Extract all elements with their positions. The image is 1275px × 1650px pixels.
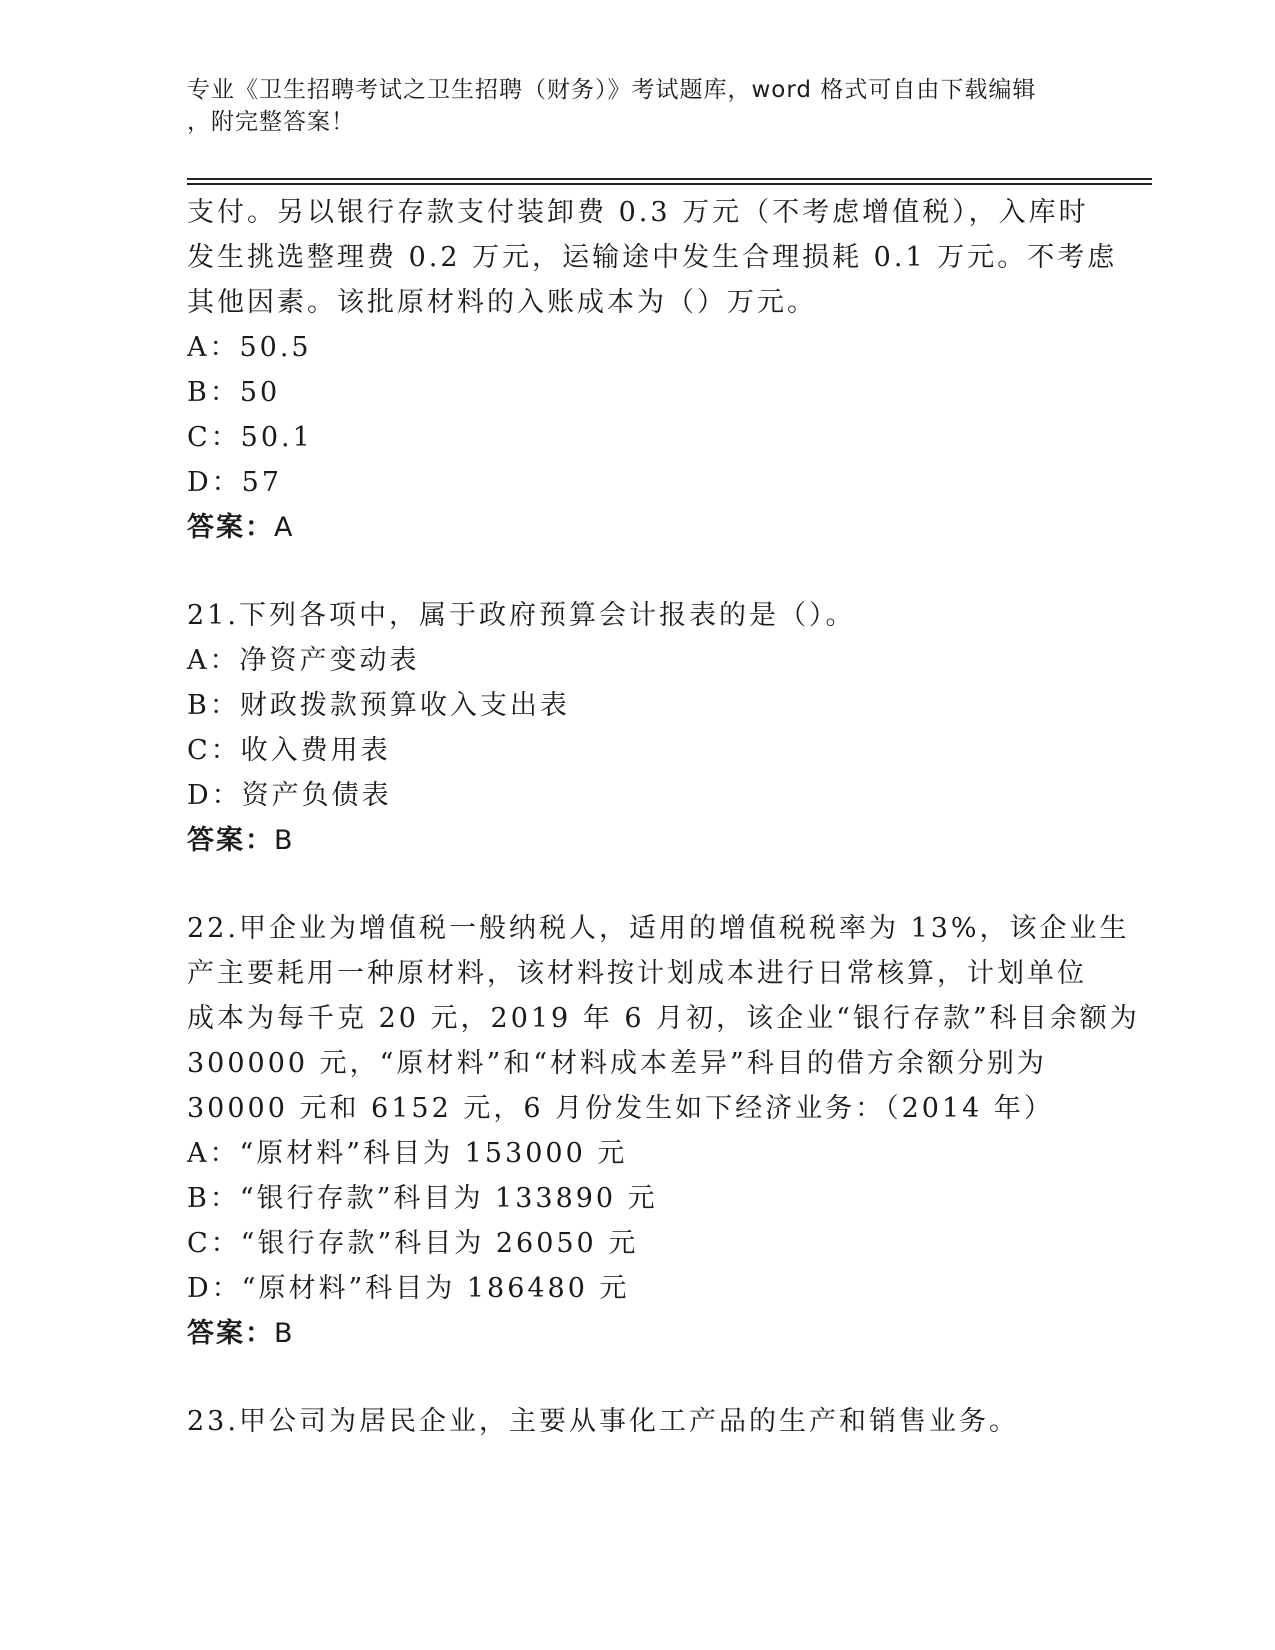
- question-text-line: 支付。另以银行存款支付装卸费 0.3 万元（不考虑增值税），入库时: [187, 197, 1089, 228]
- answer-line: [187, 505, 1107, 551]
- question-text-line: 23.甲公司为居民企业，主要从事化工产品的生产和销售业务。: [187, 1406, 1019, 1437]
- option-a: A：50.5: [187, 332, 312, 363]
- option-c: C：50.1: [187, 422, 313, 453]
- option-d: D：57: [187, 467, 283, 498]
- question-23: [187, 1399, 1107, 1444]
- option-b: B：财政拨款预算收入支出表: [187, 690, 570, 721]
- option-b: B：“银行存款”科目为 133890 元: [187, 1183, 658, 1214]
- answer-label: 答案：: [187, 1318, 274, 1349]
- answer-label: 答案：: [187, 825, 274, 856]
- question-21: [187, 593, 1107, 864]
- question-text-line: 产主要耗用一种原材料，该材料按计划成本进行日常核算，计划单位: [187, 958, 1087, 989]
- answer-value: B: [274, 1318, 295, 1349]
- answer-value: A: [274, 512, 295, 543]
- question-text-line: 成本为每千克 20 元，2019 年 6 月初，该企业“银行存款”科目余额为: [187, 1003, 1140, 1034]
- option-d: D：资产负债表: [187, 780, 392, 811]
- question-text-line: 300000 元，“原材料”和“材料成本差异”科目的借方余额分别为: [187, 1048, 1047, 1079]
- option-a: A：净资产变动表: [187, 645, 420, 676]
- option-b: B：50: [187, 377, 281, 408]
- question-text-line: 30000 元和 6152 元，6 月份发生如下经济业务：（2014 年）: [187, 1093, 1054, 1124]
- question-20: [187, 190, 1118, 551]
- question-list: [187, 190, 1140, 1444]
- answer-label: 答案：: [187, 512, 274, 543]
- header-divider-top: [187, 178, 1152, 180]
- option-c: C：“银行存款”科目为 26050 元: [187, 1228, 639, 1259]
- header-line-2: ，附完整答案！: [187, 109, 355, 135]
- question-text-line: 22.甲企业为增值税一般纳税人，适用的增值税税率为 13%，该企业生: [187, 913, 1130, 944]
- option-c: C：收入费用表: [187, 735, 391, 766]
- question-22: [187, 906, 1140, 1357]
- header-divider-bottom: [187, 183, 1152, 185]
- question-text-line: 发生挑选整理费 0.2 万元，运输途中发生合理损耗 0.1 万元。不考虑: [187, 242, 1118, 273]
- page-header: [187, 74, 1087, 138]
- answer-line: [187, 818, 1107, 864]
- header-line-1: 专业《卫生招聘考试之卫生招聘（财务）》考试题库，word 格式可自由下载编辑: [187, 77, 1037, 103]
- answer-line: [187, 1311, 1107, 1357]
- question-text-line: 21.下列各项中，属于政府预算会计报表的是（）。: [187, 600, 856, 631]
- answer-value: B: [274, 825, 295, 856]
- option-a: A：“原材料”科目为 153000 元: [187, 1138, 628, 1169]
- question-text-line: 其他因素。该批原材料的入账成本为（）万元。: [187, 287, 817, 318]
- option-d: D：“原材料”科目为 186480 元: [187, 1273, 630, 1304]
